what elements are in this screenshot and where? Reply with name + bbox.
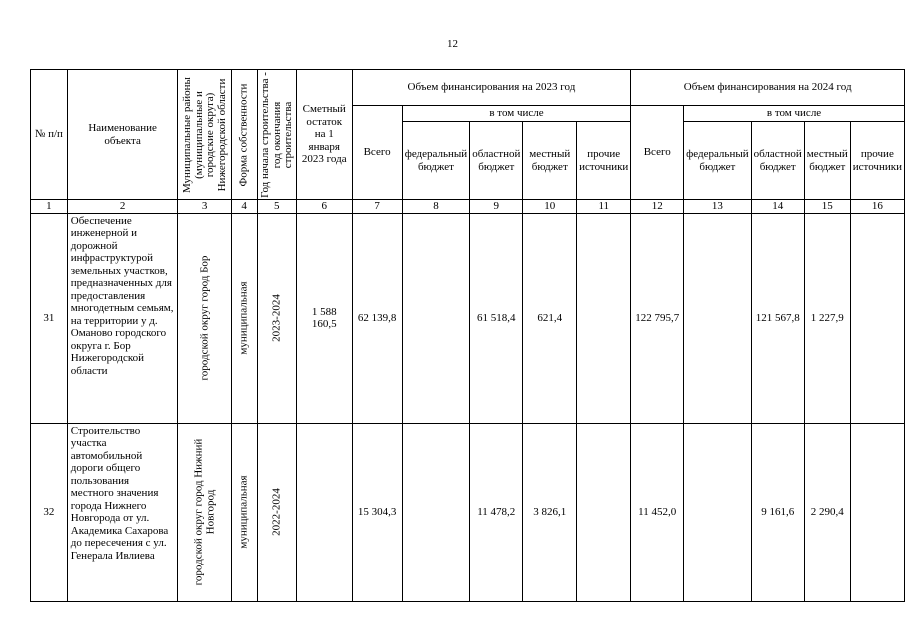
row-regional-2024: 9 161,6 bbox=[751, 423, 804, 601]
header-total-2023: Всего bbox=[352, 106, 402, 200]
financing-table bbox=[30, 69, 905, 602]
col-number: 2 bbox=[67, 200, 178, 214]
row-regional-2023: 61 518,4 bbox=[470, 213, 523, 423]
header-fin2023: Объем финансирования на 2023 год bbox=[352, 70, 631, 106]
header-name: Наименование объекта bbox=[67, 70, 178, 200]
col-number: 6 bbox=[297, 200, 352, 214]
row-district: городской округ город Нижний Новгород bbox=[178, 423, 231, 601]
header-years: Год начала строительства - год окончания строительства bbox=[257, 70, 297, 200]
row-other-2023 bbox=[577, 423, 631, 601]
row-name: Строительство участка автомобильной дороги общего пользования местного значения города Нижнего Новгорода от ул. Академика Сахарова до пересечения с ул. Генерала Ивлиева bbox=[67, 423, 178, 601]
col-number: 1 bbox=[31, 200, 68, 214]
row-years: 2023-2024 bbox=[257, 213, 297, 423]
row-estimate bbox=[297, 423, 352, 601]
row-federal-2024 bbox=[684, 213, 752, 423]
col-number: 12 bbox=[631, 200, 684, 214]
col-number: 5 bbox=[257, 200, 297, 214]
row-ownership: муниципальная bbox=[231, 423, 257, 601]
header-other-2023: прочие источники bbox=[577, 122, 631, 200]
col-number: 13 bbox=[684, 200, 752, 214]
col-number: 11 bbox=[577, 200, 631, 214]
col-number: 15 bbox=[804, 200, 850, 214]
row-num: 32 bbox=[31, 423, 68, 601]
row-local-2024: 1 227,9 bbox=[804, 213, 850, 423]
col-number: 4 bbox=[231, 200, 257, 214]
row-years: 2022-2024 bbox=[257, 423, 297, 601]
row-regional-2023: 11 478,2 bbox=[470, 423, 523, 601]
table-row bbox=[31, 213, 905, 423]
col-number: 9 bbox=[470, 200, 523, 214]
row-estimate: 1 588 160,5 bbox=[297, 213, 352, 423]
col-number: 16 bbox=[850, 200, 904, 214]
col-number: 7 bbox=[352, 200, 402, 214]
header-other-2024: прочие источники bbox=[850, 122, 904, 200]
row-federal-2023 bbox=[402, 423, 470, 601]
table-row bbox=[31, 423, 905, 601]
header-incl-2023: в том числе bbox=[402, 106, 631, 122]
header-regional-2024: областной бюджет bbox=[751, 122, 804, 200]
row-other-2024 bbox=[850, 423, 904, 601]
row-local-2024: 2 290,4 bbox=[804, 423, 850, 601]
row-regional-2024: 121 567,8 bbox=[751, 213, 804, 423]
row-federal-2023 bbox=[402, 213, 470, 423]
col-number: 14 bbox=[751, 200, 804, 214]
row-total-2023: 15 304,3 bbox=[352, 423, 402, 601]
col-number: 10 bbox=[523, 200, 577, 214]
col-number: 3 bbox=[178, 200, 231, 214]
row-other-2023 bbox=[577, 213, 631, 423]
header-total-2024: Всего bbox=[631, 106, 684, 200]
header-district: Муниципальные районы (муниципальные и городские округа) Нижегородской области bbox=[178, 70, 231, 200]
row-total-2024: 11 452,0 bbox=[631, 423, 684, 601]
header-estimate: Сметный остаток на 1 января 2023 года bbox=[297, 70, 352, 200]
row-local-2023: 3 826,1 bbox=[523, 423, 577, 601]
row-federal-2024 bbox=[684, 423, 752, 601]
row-total-2024: 122 795,7 bbox=[631, 213, 684, 423]
column-number-row bbox=[31, 200, 905, 214]
header-num: № п/п bbox=[31, 70, 68, 200]
header-federal-2024: федеральный бюджет bbox=[684, 122, 752, 200]
row-district: городской округ город Бор bbox=[178, 213, 231, 423]
header-incl-2024: в том числе bbox=[684, 106, 905, 122]
row-ownership: муниципальная bbox=[231, 213, 257, 423]
header-local-2023: местный бюджет bbox=[523, 122, 577, 200]
header-local-2024: местный бюджет bbox=[804, 122, 850, 200]
row-name: Обеспечение инженерной и дорожной инфраструктурой земельных участков, предназначенных для предоставления многодетным семьям, на территории у д. Оманово городского округа г. Бор Нижегородской области bbox=[67, 213, 178, 423]
header-regional-2023: областной бюджет bbox=[470, 122, 523, 200]
row-total-2023: 62 139,8 bbox=[352, 213, 402, 423]
row-local-2023: 621,4 bbox=[523, 213, 577, 423]
header-ownership: Форма собственности bbox=[231, 70, 257, 200]
page-number: 12 bbox=[447, 38, 458, 50]
header-federal-2023: федеральный бюджет bbox=[402, 122, 470, 200]
row-num: 31 bbox=[31, 213, 68, 423]
col-number: 8 bbox=[402, 200, 470, 214]
row-other-2024 bbox=[850, 213, 904, 423]
header-fin2024: Объем финансирования на 2024 год bbox=[631, 70, 905, 106]
